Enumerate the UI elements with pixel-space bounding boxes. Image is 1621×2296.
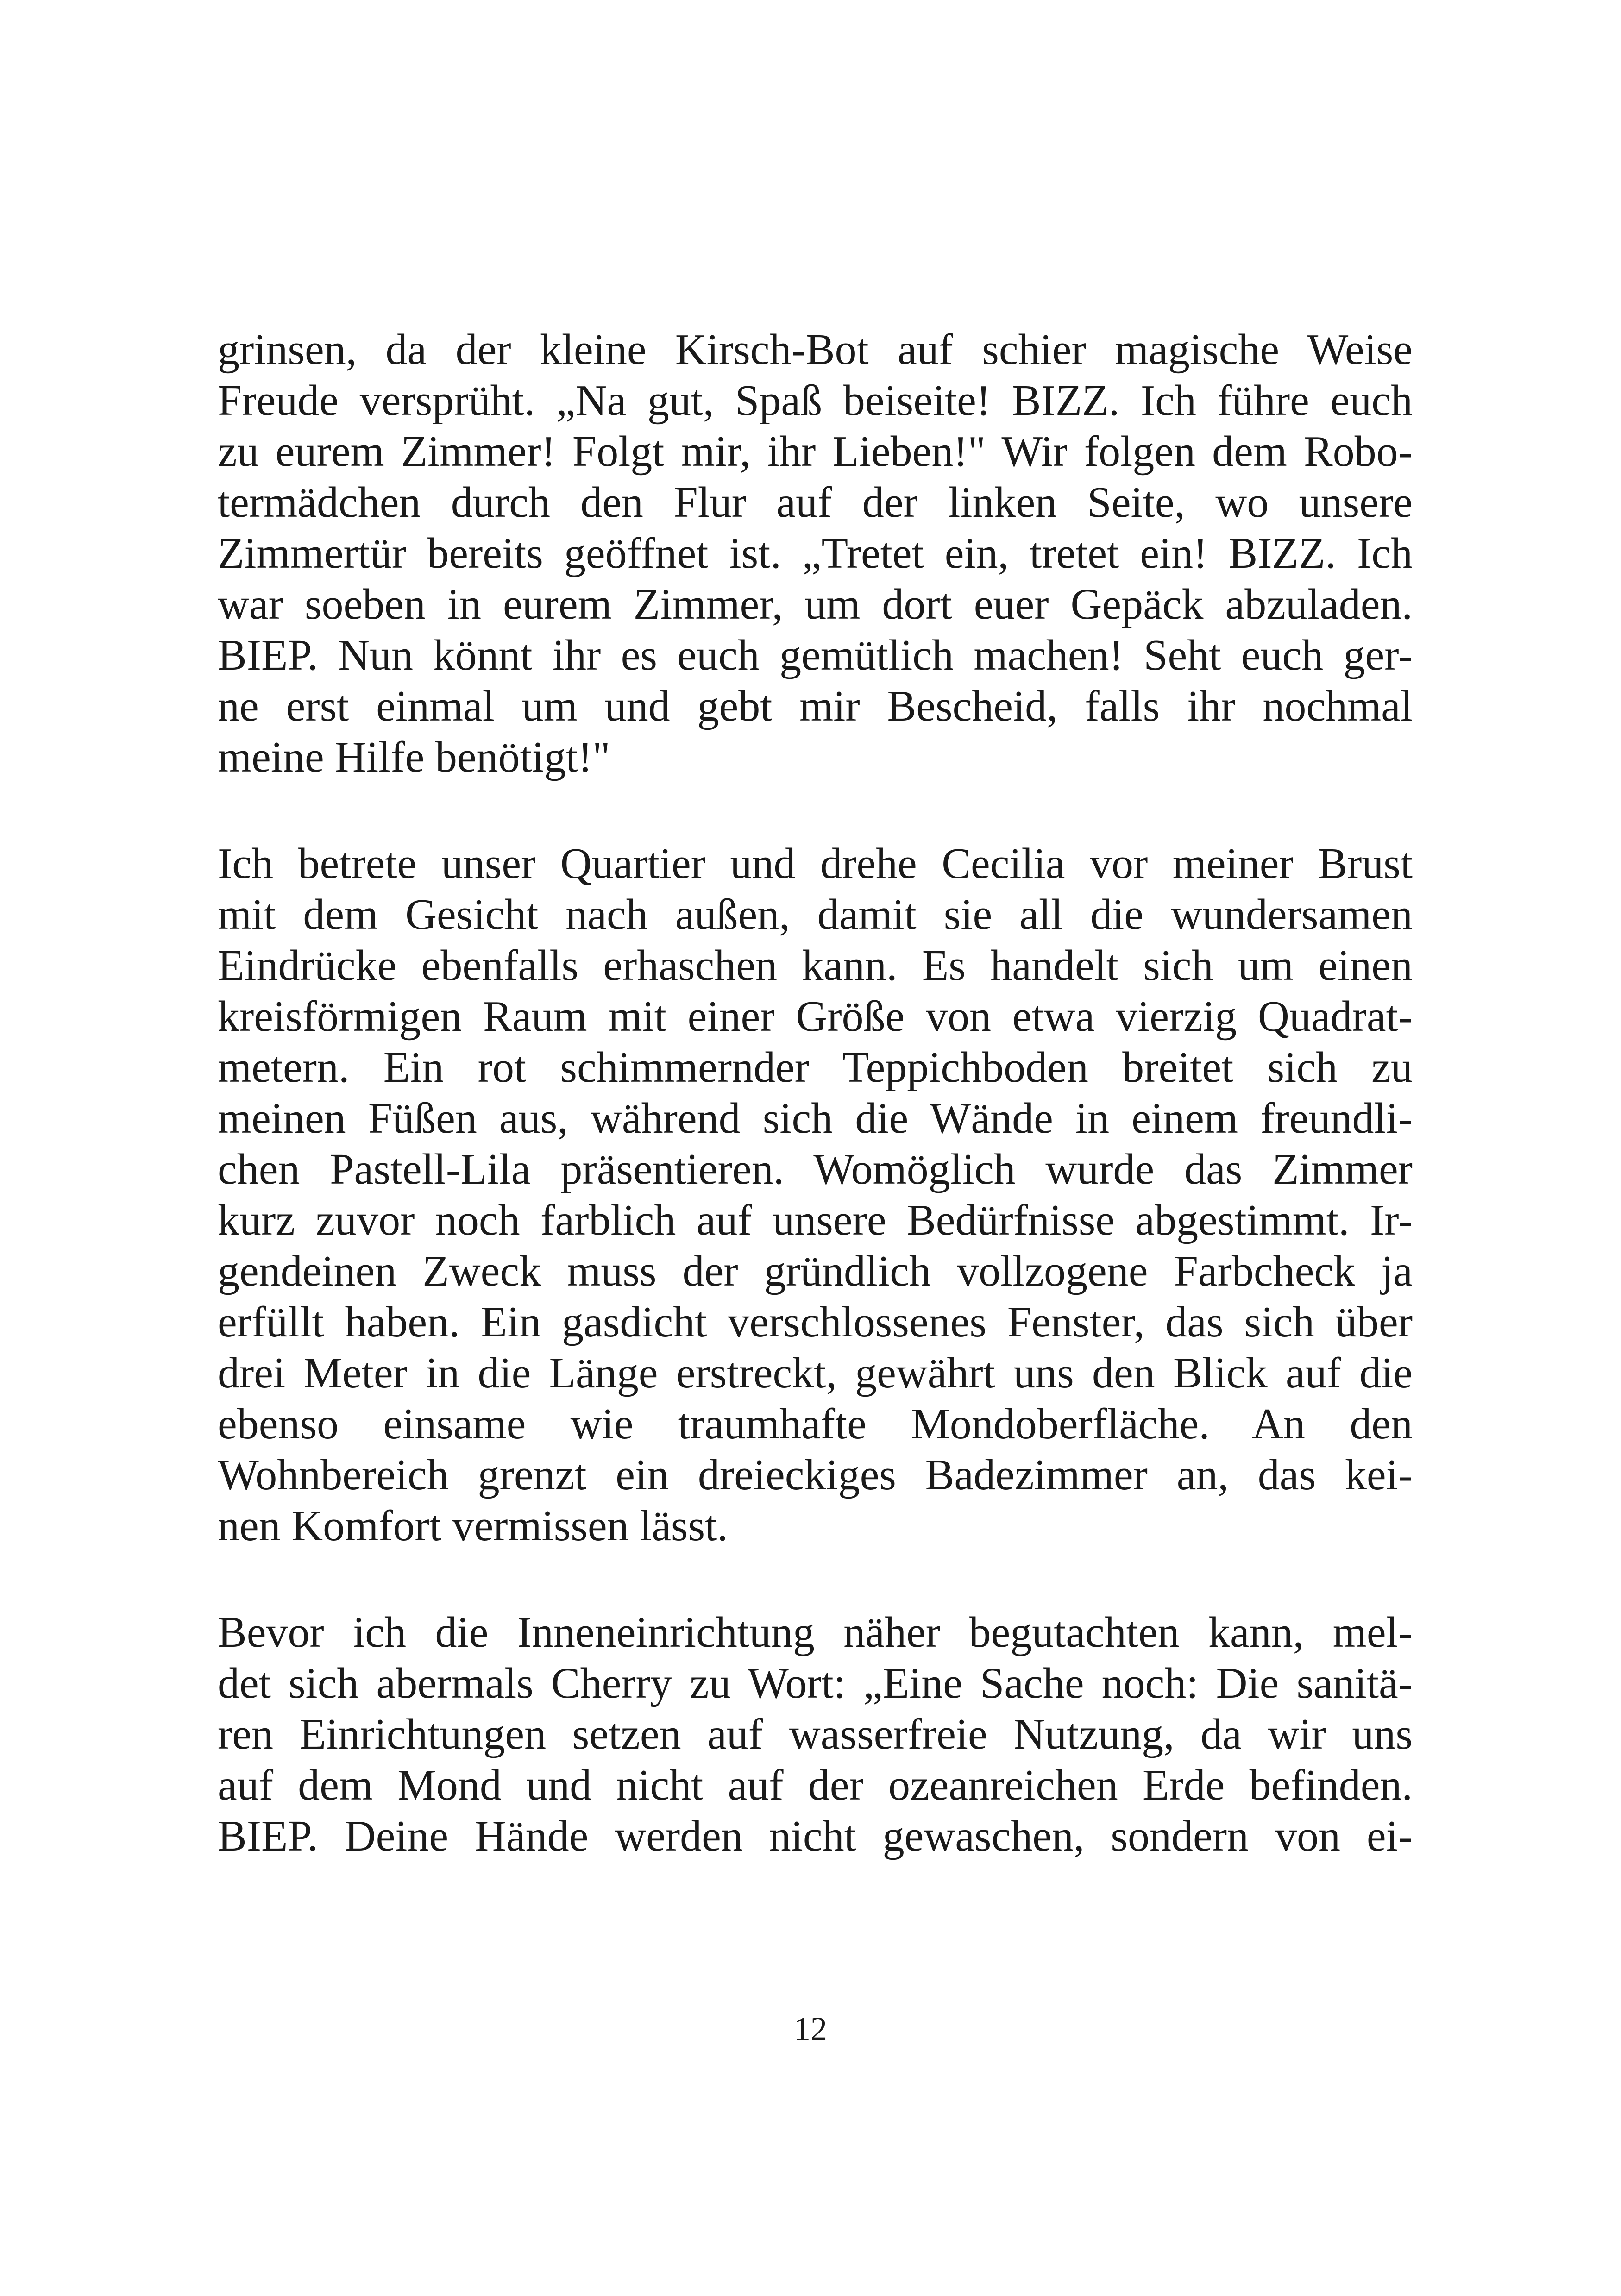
page-number: 12 xyxy=(794,2010,827,2047)
text-line: termädchen durch den Flur auf der linken Seite, wo unsere xyxy=(218,478,1413,527)
text-line: mit dem Gesicht nach außen, damit sie all die wundersamen xyxy=(218,891,1413,939)
text-line: Eindrücke ebenfalls erhaschen kann. Es handelt sich um einen xyxy=(218,941,1413,990)
paragraph-3 xyxy=(218,1607,1413,1862)
text-line: Bevor ich die Inneneinrichtung näher begutachten kann, mel- xyxy=(218,1608,1413,1656)
text-line: meine Hilfe benötigt!" xyxy=(218,733,610,781)
paragraph-1 xyxy=(218,324,1413,783)
text-line: det sich abermals Cherry zu Wort: „Eine Sache noch: Die sanitä- xyxy=(218,1659,1413,1707)
text-line: meinen Füßen aus, während sich die Wände in einem freundli- xyxy=(218,1094,1413,1142)
text-line: kurz zuvor noch farblich auf unsere Bedürfnisse abgestimmt. Ir- xyxy=(218,1196,1413,1244)
text-line: Ich betrete unser Quartier und drehe Cecilia vor meiner Brust xyxy=(218,840,1413,888)
text-line: kreisförmigen Raum mit einer Größe von etwa vierzig Quadrat- xyxy=(218,992,1413,1041)
paragraph-2 xyxy=(218,838,1413,1551)
text-line: auf dem Mond und nicht auf der ozeanreichen Erde befinden. xyxy=(218,1761,1413,1809)
text-line: drei Meter in die Länge erstreckt, gewährt uns den Blick auf die xyxy=(218,1349,1413,1397)
text-line: BIEP. Deine Hände werden nicht gewaschen, sondern von ei- xyxy=(218,1812,1413,1860)
text-line: zu eurem Zimmer! Folgt mir, ihr Lieben!" Wir folgen dem Robo- xyxy=(218,427,1413,476)
text-line: Freude versprüht. „Na gut, Spaß beiseite! BIZZ. Ich führe euch xyxy=(218,376,1413,425)
text-line: nen Komfort vermissen lässt. xyxy=(218,1502,728,1550)
text-line: chen Pastell-Lila präsentieren. Womöglich wurde das Zimmer xyxy=(218,1145,1413,1193)
text-line: Zimmertür bereits geöffnet ist. „Tretet ein, tretet ein! BIZZ. Ich xyxy=(218,529,1413,577)
text-line: grinsen, da der kleine Kirsch-Bot auf schier magische Weise xyxy=(218,326,1413,374)
text-line: BIEP. Nun könnt ihr es euch gemütlich machen! Seht euch ger- xyxy=(218,631,1413,679)
text-line: ebenso einsame wie traumhafte Mondoberfläche. An den xyxy=(218,1400,1413,1448)
text-line: ren Einrichtungen setzen auf wasserfreie Nutzung, da wir uns xyxy=(218,1710,1413,1758)
text-line: gendeinen Zweck muss der gründlich vollzogene Farbcheck ja xyxy=(218,1247,1413,1295)
text-line: erfüllt haben. Ein gasdicht verschlossenes Fenster, das sich über xyxy=(218,1298,1413,1346)
text-line: war soeben in eurem Zimmer, um dort euer Gepäck abzuladen. xyxy=(218,580,1413,628)
text-line: Wohnbereich grenzt ein dreieckiges Badezimmer an, das kei- xyxy=(218,1451,1413,1499)
text-line: ne erst einmal um und gebt mir Bescheid, falls ihr nochmal xyxy=(218,682,1413,730)
text-line: metern. Ein rot schimmernder Teppichboden breitet sich zu xyxy=(218,1043,1413,1092)
